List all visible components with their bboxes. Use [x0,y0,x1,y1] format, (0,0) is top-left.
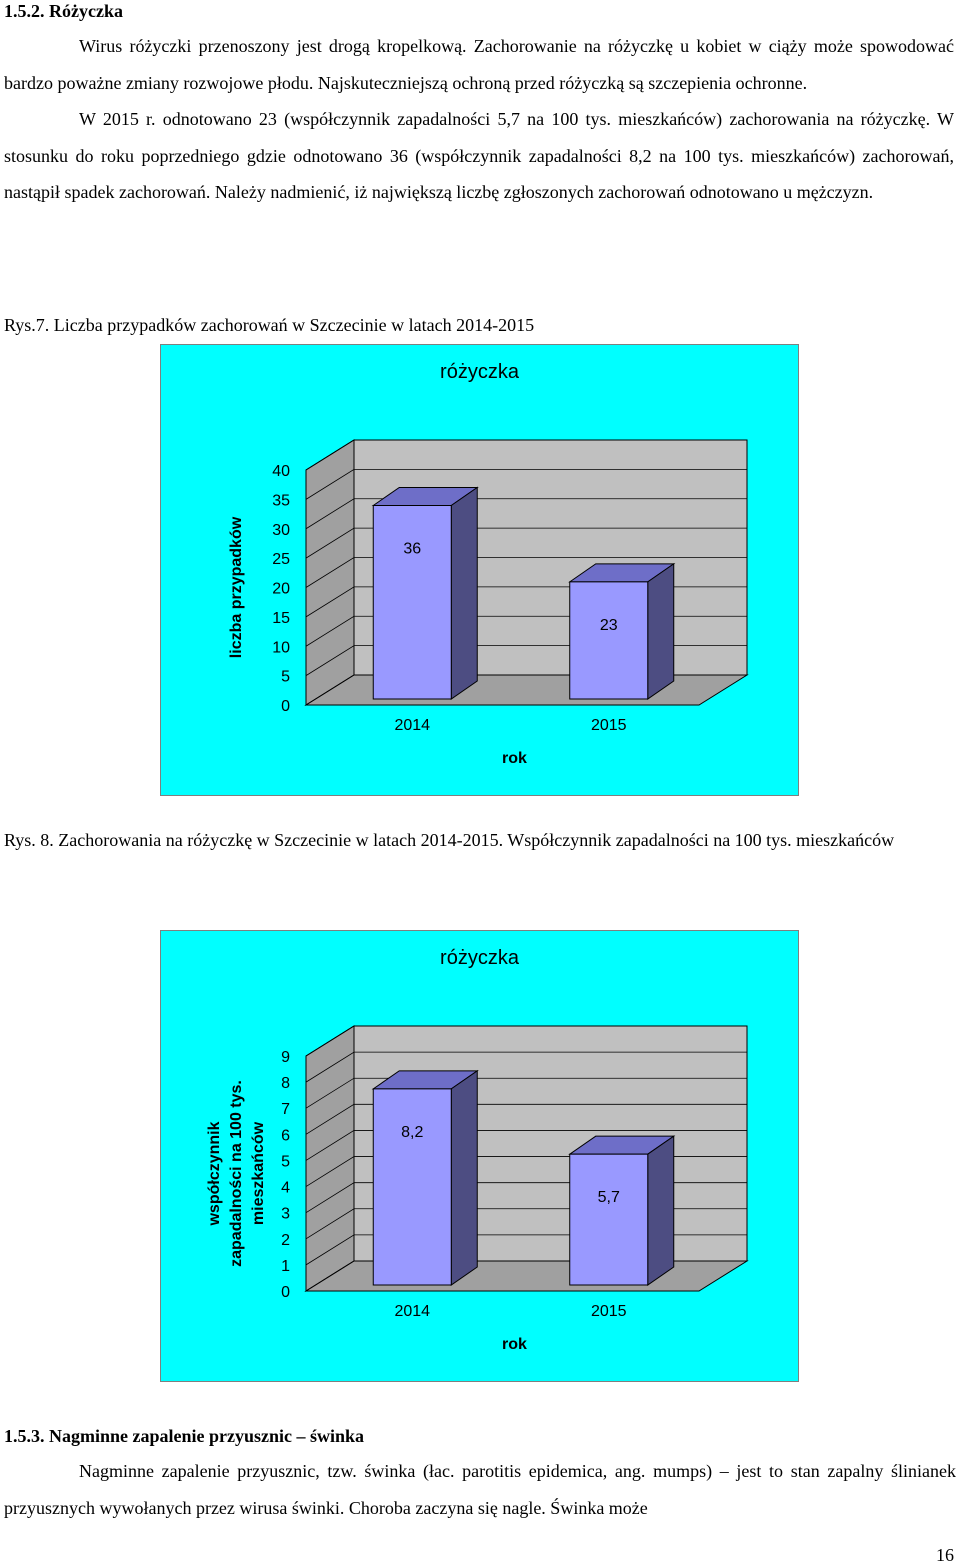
chart-case-count [160,344,799,796]
x-tick-label: 2015 [590,1303,627,1320]
y-tick-label: 4 [281,1179,290,1197]
y-tick-label: 30 [272,521,290,539]
paragraph-1: Wirus różyczki przenoszony jest drogą kropelkową. Zachorowanie na różyczkę u kobiet w ciąży może spowodować bardzo poważne zmiany rozwojowe płodu. Najskuteczniejszą ochroną przed różyczką są szczepienia ochronne. [4,36,954,93]
figure-8-caption: Rys. 8. Zachorowania na różyczkę w Szczecinie w latach 2014-2015. Współczynnik zapadalności na 100 tys. mieszkańców [4,830,895,850]
y-tick-label: 7 [281,1101,290,1119]
section-2-text [4,1453,956,1526]
y-tick-label: 5 [281,1153,290,1171]
x-axis-label: rok [502,750,527,767]
chart-back-wall [306,440,747,705]
y-axis-label: zapadalności na 100 tys. [228,1080,245,1267]
bar-side [648,564,674,699]
data-label: 23 [599,616,618,634]
y-axis-label: liczba przypadków [228,516,245,659]
y-tick-label: 3 [281,1205,290,1223]
y-axis-label: mieszkańców [250,1121,267,1226]
bar-side [451,488,477,700]
y-tick-label: 1 [281,1257,290,1275]
y-axis-label: współczynnik [206,1121,223,1226]
y-tick-label: 20 [272,580,290,598]
y-tick-label: 40 [272,463,290,480]
x-tick-label: 2014 [394,717,431,734]
chart-plot [161,931,798,1381]
section-heading-2: 1.5.3. Nagminne zapalenie przyuszniс – świnka [4,1426,365,1446]
chart-title: różyczka [440,947,519,969]
paragraph-3: Nagminne zapalenie przyusznic, tzw. świnka (łac. parotitis epidemica, ang. mumps) – jest to stan zapalny ślinianek przyusznych wywołanych przez wirusa świnki. Choroba zaczyna się nagle. Świnka może [4,1461,956,1518]
chart-floor [306,1261,747,1291]
x-axis-label: rok [502,1336,527,1353]
bar-2014 [373,1089,451,1285]
section-text [4,28,954,211]
y-tick-label: 10 [272,639,290,657]
bar-2015 [570,582,648,699]
chart-title: różyczka [440,361,519,383]
bar-side [648,1136,674,1285]
bar-2015 [570,1154,648,1285]
x-tick-label: 2014 [394,1303,431,1320]
y-tick-label: 2 [281,1231,290,1249]
bar-side [451,1071,477,1285]
page-number: 16 [936,1545,954,1565]
bar-2014 [373,506,451,700]
chart-floor [306,675,747,705]
y-tick-label: 0 [281,698,290,715]
x-tick-label: 2015 [590,717,627,734]
chart-side-wall [306,1026,354,1291]
y-tick-label: 25 [272,551,290,569]
y-tick-label: 9 [281,1049,290,1066]
figure-7-caption: Rys.7. Liczba przypadków zachorowań w Szczecinie w latach 2014-2015 [4,315,535,335]
y-tick-label: 35 [272,492,290,510]
chart-plot [161,345,798,795]
paragraph-2: W 2015 r. odnotowano 23 (współczynnik zapadalności 5,7 na 100 tys. mieszkańców) zachorowania na różyczkę. W stosunku do roku poprzedniego gdzie odnotowano 36 (współczynnik zapadalności 8,2 na 100 tys. mieszkańców) zachorowań, nastąpił spadek zachorowań. Należy nadmienić, iż największą liczbę zgłoszonych zachorowań odnotowano u mężczyzn. [4,109,954,202]
data-label: 5,7 [597,1189,620,1207]
chart-back-wall [306,1026,747,1291]
data-label: 36 [403,540,422,558]
chart-incidence-rate [160,930,799,1382]
y-tick-label: 5 [281,668,290,686]
section-heading: 1.5.2. Różyczka [4,1,123,21]
y-tick-label: 6 [281,1127,290,1145]
data-label: 8,2 [401,1123,424,1141]
y-tick-label: 8 [281,1075,290,1093]
y-tick-label: 15 [272,609,290,627]
y-tick-label: 0 [281,1284,290,1301]
